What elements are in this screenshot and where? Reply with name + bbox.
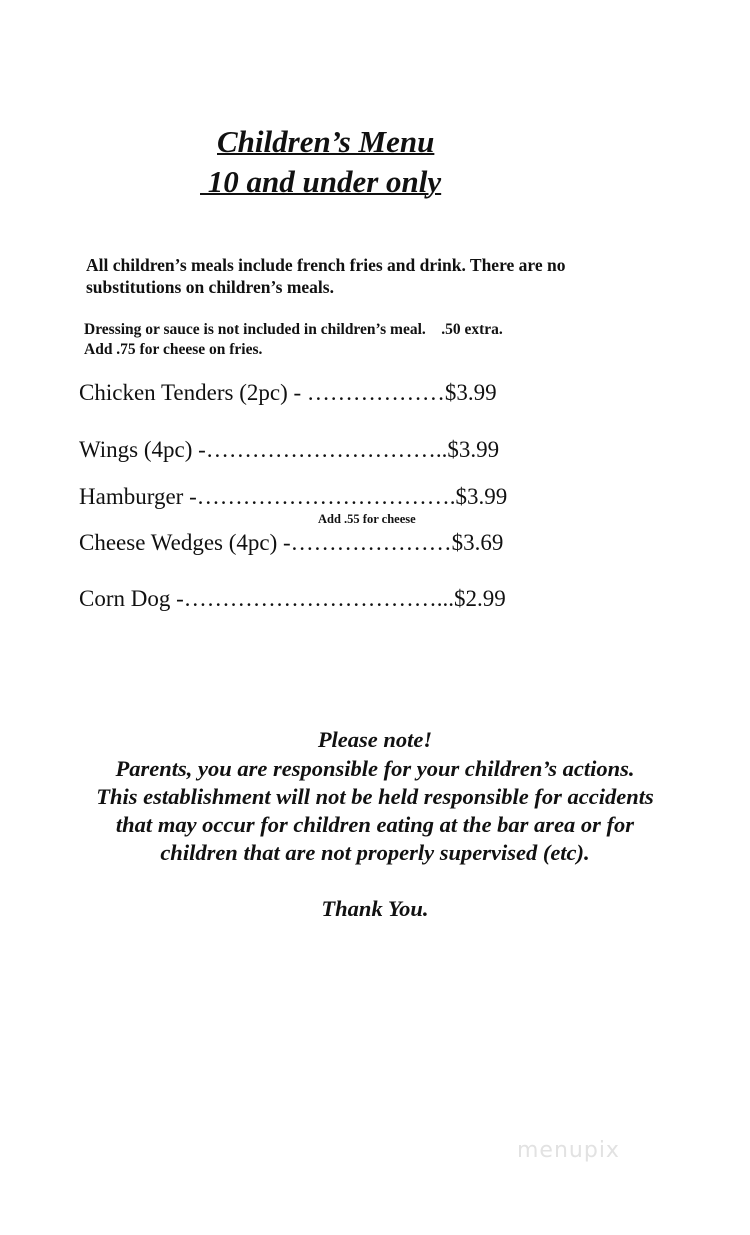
watermark-logo: menupix: [517, 1138, 620, 1163]
item-name: Cheese Wedges (4pc) -: [79, 530, 291, 555]
item-leader: …………………………….: [196, 484, 456, 509]
item-price: $3.99: [447, 437, 500, 462]
item-price: $2.99: [454, 586, 506, 611]
menu-item: [79, 530, 503, 556]
item-name: Chicken Tenders (2pc) -: [79, 380, 307, 405]
item-price: $3.99: [455, 484, 508, 509]
menu-title: Children’s Menu: [217, 124, 435, 159]
item-price: $3.69: [451, 530, 504, 555]
item-name: Hamburger -: [79, 484, 197, 509]
extras-line-2: Add .75 for cheese on fries.: [84, 341, 263, 358]
notice-line: Parents, you are responsible for your children’s actions.: [115, 756, 635, 781]
item-name: Corn Dog -: [79, 586, 184, 611]
item-leader: …………………………..: [205, 437, 448, 462]
menu-item: [79, 380, 497, 406]
notice-line: This establishment will not be held responsible for accidents: [96, 784, 654, 809]
notice-line: that may occur for children eating at the bar area or for: [115, 812, 635, 837]
menu-item: [79, 484, 507, 510]
item-leader: …………………: [290, 530, 452, 555]
item-name: Wings (4pc) -: [79, 437, 206, 462]
intro-line-2: substitutions on children’s meals.: [86, 277, 334, 297]
menu-item: [79, 586, 506, 612]
extras-line-1: Dressing or sauce is not included in children’s meal. .50 extra.: [84, 321, 503, 338]
item-leader: ……………………………...: [183, 586, 455, 611]
menu-item: [79, 437, 499, 463]
menu-subtitle: 10 and under only: [200, 164, 442, 199]
thank-you: Thank You.: [321, 896, 429, 921]
intro-line-1: All children’s meals include french fries and drink. There are no: [86, 255, 566, 275]
notice-heading: Please note!: [317, 727, 433, 752]
hamburger-cheese-note: Add .55 for cheese: [318, 512, 416, 526]
item-price: $3.99: [444, 380, 497, 405]
item-leader: ………………: [306, 380, 445, 405]
notice-line: children that are not properly supervised (etc).: [160, 840, 590, 865]
